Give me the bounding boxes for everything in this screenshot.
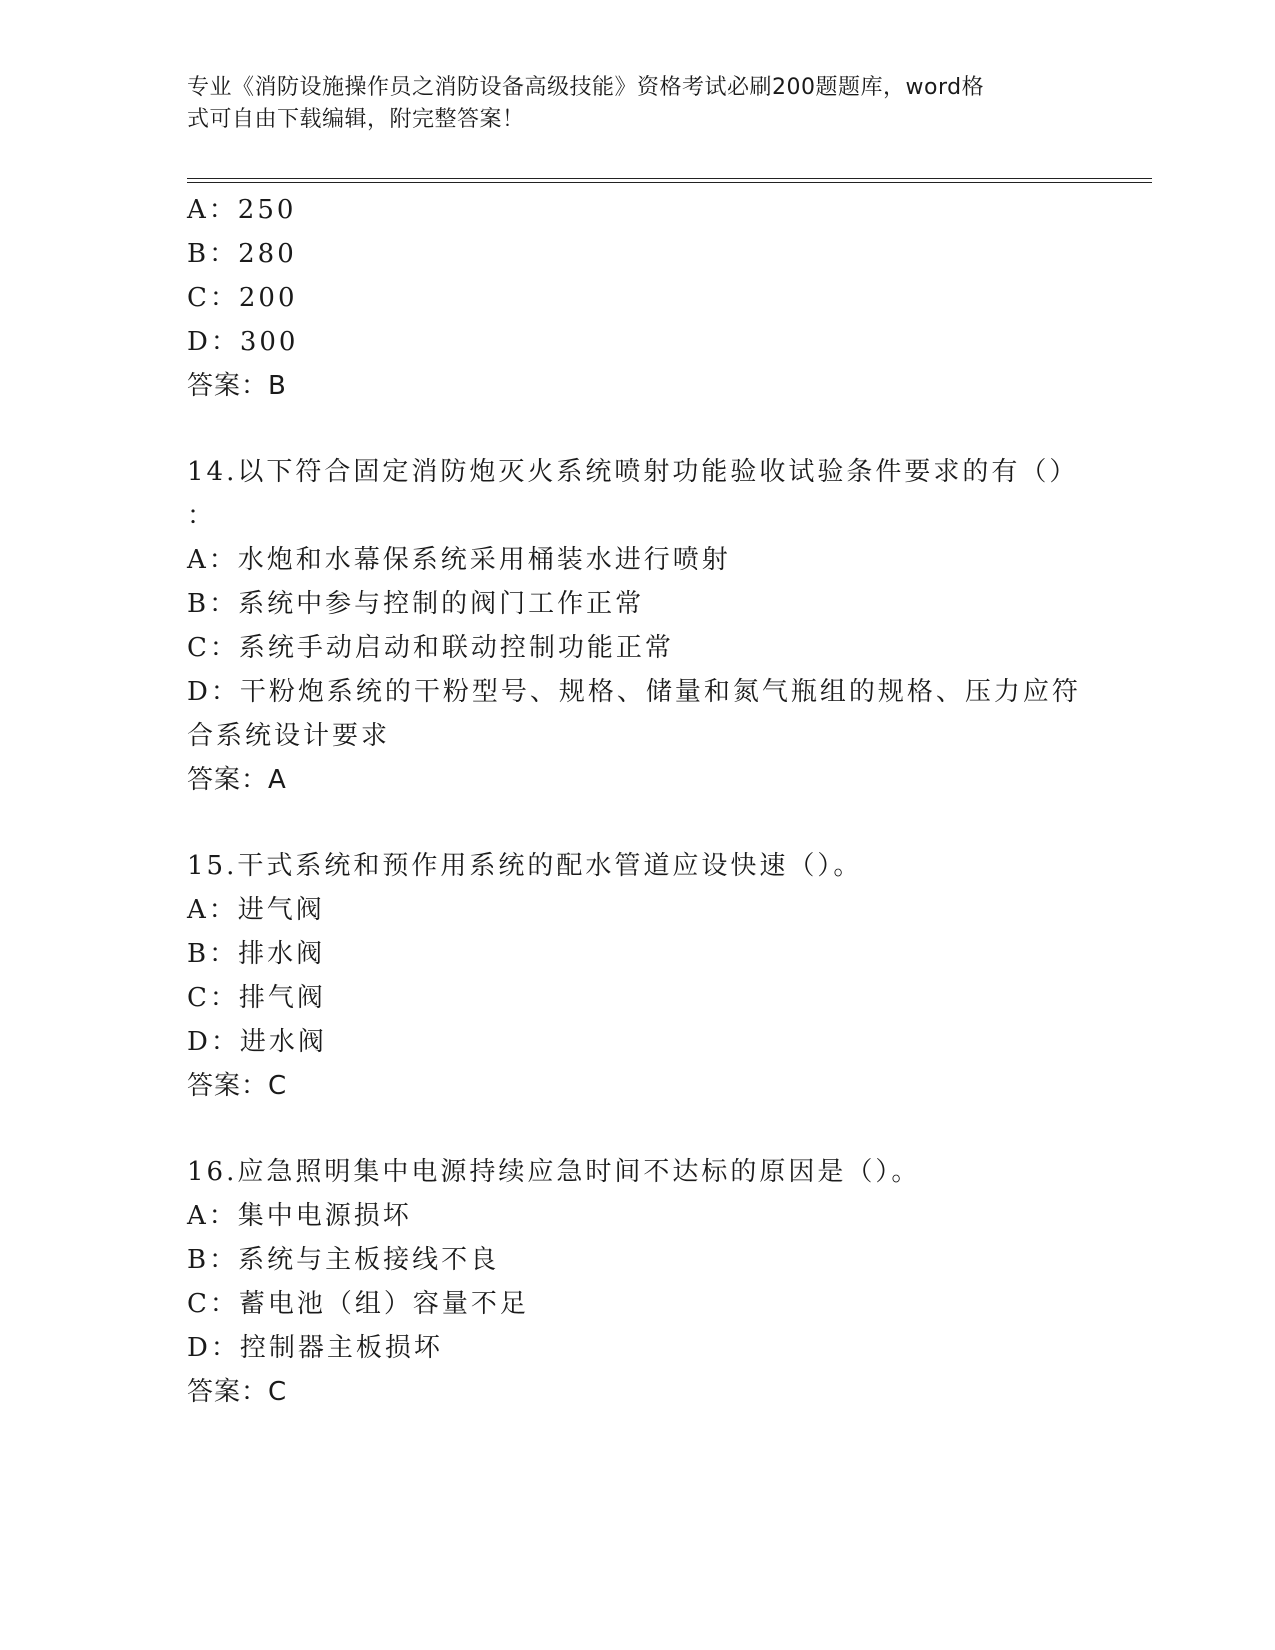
header-divider-top: [187, 178, 1152, 179]
q14-answer: 答案：A: [187, 765, 287, 795]
header-intro-line-1: 专业《消防设施操作员之消防设备高级技能》资格考试必刷200题题库，word格: [187, 75, 985, 100]
q15-option-c: C：排气阀: [187, 983, 326, 1013]
header-divider-bottom: [187, 182, 1152, 183]
q16-option-c: C：蓄电池（组）容量不足: [187, 1289, 529, 1319]
q15-option-a: A：进气阀: [187, 895, 325, 925]
q14-stem: 14.以下符合固定消防炮灭火系统喷射功能验收试验条件要求的有（）: [187, 457, 1079, 487]
q14-option-b: B：系统中参与控制的阀门工作正常: [187, 589, 645, 619]
q15-answer: 答案：C: [187, 1071, 288, 1101]
document-header: [187, 72, 1067, 136]
q16-option-a: A：集中电源损坏: [187, 1201, 412, 1231]
q16-option-d: D：控制器主板损坏: [187, 1333, 443, 1363]
q14-option-a: A：水炮和水幕保系统采用桶装水进行喷射: [187, 545, 731, 575]
q14-option-d-cont: 合系统设计要求: [187, 721, 391, 751]
q15-option-b: B：排水阀: [187, 939, 326, 969]
q13-option-d: D：300: [187, 327, 299, 357]
q13-option-b: B：280: [187, 239, 297, 269]
q14-option-c: C：系统手动启动和联动控制功能正常: [187, 633, 674, 663]
q15-option-d: D：进水阀: [187, 1027, 327, 1057]
header-intro-line-2: 式可自由下载编辑，附完整答案！: [187, 107, 525, 132]
q13-option-a: A：250: [187, 195, 297, 225]
q16-option-b: B：系统与主板接线不良: [187, 1245, 500, 1275]
q16-answer: 答案：C: [187, 1377, 288, 1407]
q15-stem: 15.干式系统和预作用系统的配水管道应设快速（）。: [187, 851, 863, 881]
q16-stem: 16.应急照明集中电源持续应急时间不达标的原因是（）。: [187, 1157, 921, 1187]
q13-answer: 答案：B: [187, 371, 287, 401]
q14-stem-cont: ：: [187, 501, 217, 531]
q14-option-d: D：干粉炮系统的干粉型号、规格、储量和氮气瓶组的规格、压力应符: [187, 677, 1081, 707]
q13-option-c: C：200: [187, 283, 298, 313]
